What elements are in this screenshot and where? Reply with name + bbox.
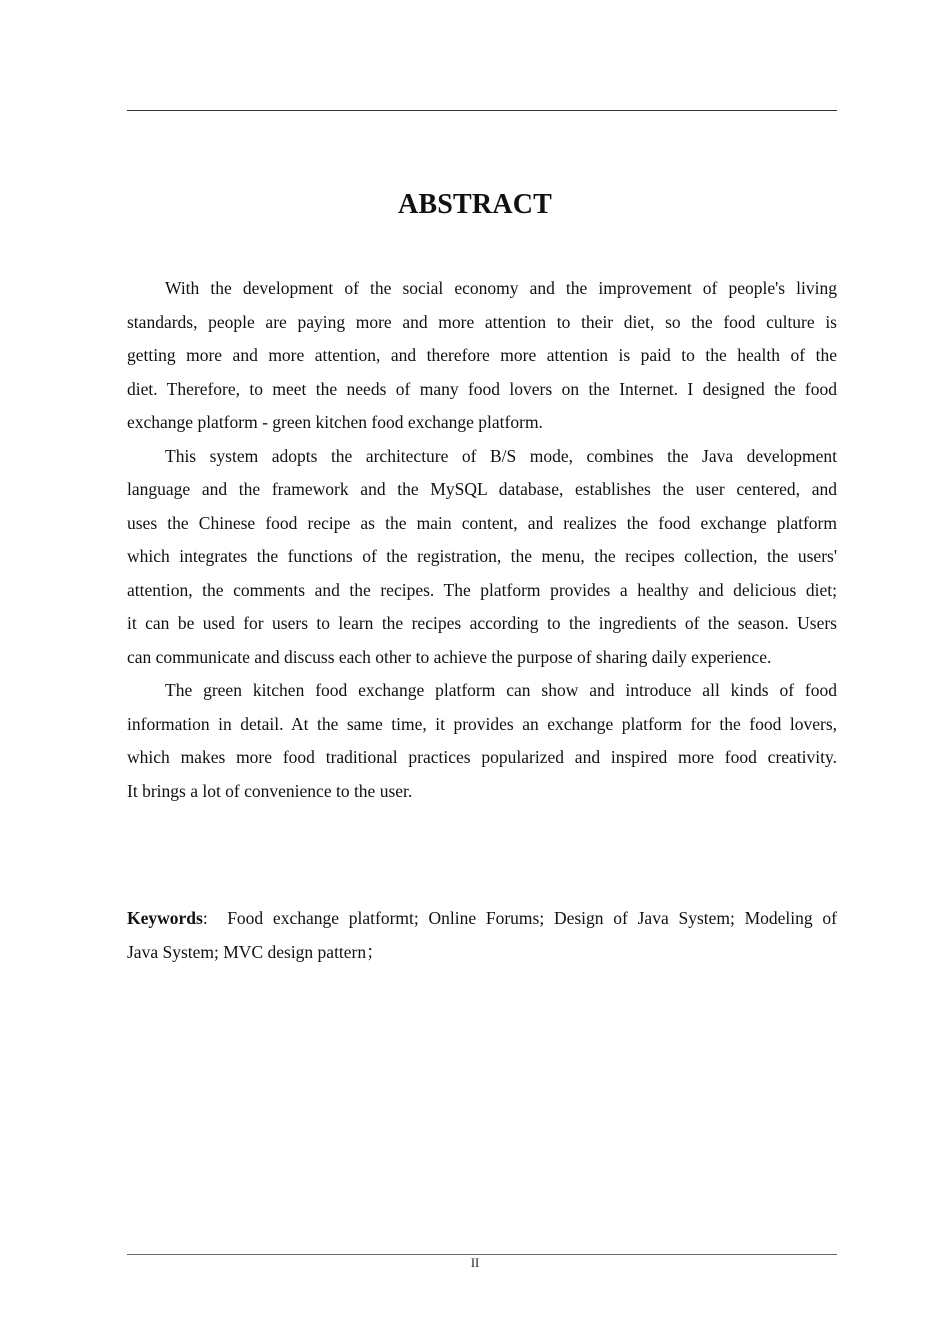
- text-line: which makes more food traditional practices popularized and inspired more food creativity.: [127, 747, 837, 767]
- page-number: II: [470, 1256, 480, 1270]
- text-line: language and the framework and the MySQL database, establishes the user centered, and: [127, 479, 837, 499]
- text-line: can communicate and discuss each other to achieve the purpose of sharing daily experience.: [127, 646, 772, 667]
- abstract-title: ABSTRACT: [397, 189, 553, 220]
- keywords-label: Keywords: [127, 908, 203, 928]
- footer-rule: [127, 1254, 837, 1255]
- text-line: diet. Therefore, to meet the needs of many food lovers on the Internet. I designed the food: [127, 378, 837, 399]
- keywords-section: [127, 902, 837, 969]
- abstract-paragraph-1: [127, 272, 837, 440]
- text-line: It brings a lot of convenience to the user.: [127, 780, 413, 801]
- text-line: uses the Chinese food recipe as the main content, and realizes the food exchange platform: [127, 512, 837, 533]
- abstract-paragraph-3: [127, 674, 837, 808]
- header-rule: [127, 110, 837, 111]
- text-line: which integrates the functions of the registration, the menu, the recipes collection, the users': [127, 546, 837, 566]
- abstract-body: [127, 272, 837, 808]
- keywords-separator: :: [202, 908, 228, 928]
- text-line: exchange platform - green kitchen food exchange platform.: [127, 412, 543, 432]
- text-line: attention, the comments and the recipes. The platform provides a healthy and delicious diet;: [127, 579, 837, 600]
- text-line: it can be used for users to learn the recipes according to the ingredients of the season. Users: [127, 613, 837, 633]
- keywords-text-1: Food exchange platformt; Online Forums; Design of Java System; Modeling of: [227, 908, 837, 928]
- text-line: getting more and more attention, and therefore more attention is paid to the health of the: [127, 345, 837, 365]
- text-line: standards, people are paying more and more attention to their diet, so the food culture is: [127, 311, 837, 332]
- text-line: information in detail. At the same time, it provides an exchange platform for the food lovers,: [127, 713, 837, 734]
- keywords-line-2: Java System; MVC design pattern；: [127, 941, 384, 962]
- text-line: The green kitchen food exchange platform can show and introduce all kinds of food: [165, 680, 837, 700]
- text-line: This system adopts the architecture of B/S mode, combines the Java development: [165, 445, 837, 466]
- text-line: With the development of the social economy and the improvement of people's living: [165, 278, 837, 298]
- keywords-line-1: [127, 902, 837, 936]
- abstract-paragraph-2: [127, 440, 837, 675]
